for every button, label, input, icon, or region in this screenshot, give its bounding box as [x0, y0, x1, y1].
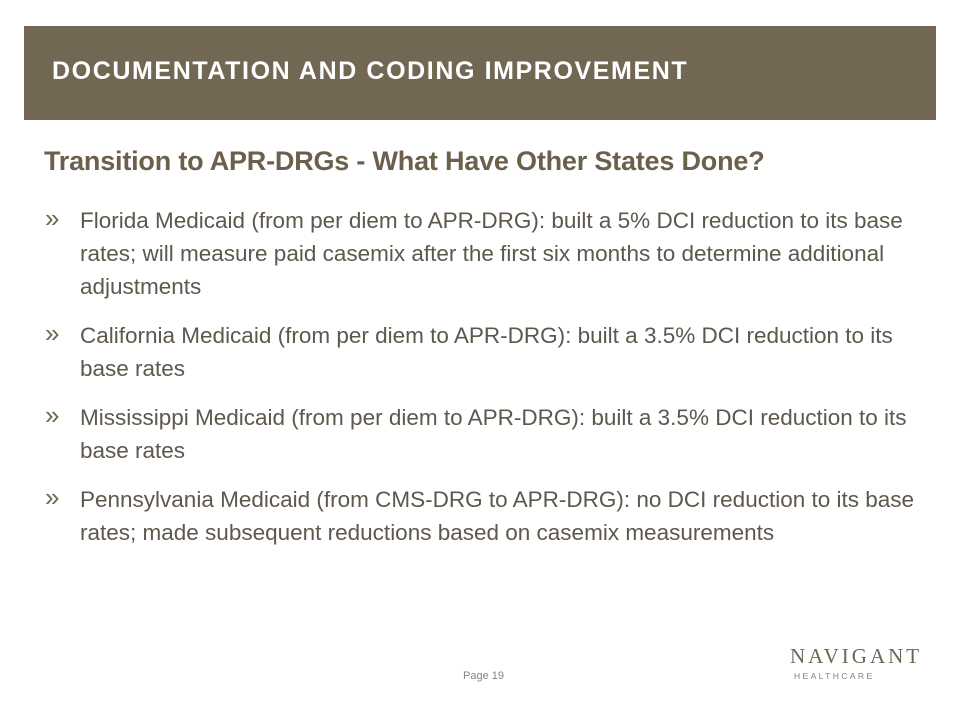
bullet-marker-icon: »	[45, 400, 60, 430]
bullet-text: Florida Medicaid (from per diem to APR-DRG): built a 5% DCI reduction to its base rates; will measure paid casemix after the first six months to determine additional adjustments	[80, 208, 903, 299]
logo-word: NAVIGANT	[790, 644, 923, 668]
bullet-list	[44, 204, 924, 565]
section-title: DOCUMENTATION AND CODING IMPROVEMENT	[52, 57, 689, 85]
logo-subtitle: HEALTHCARE	[794, 671, 875, 681]
bullet-item-florida	[44, 204, 924, 303]
bullet-item-california	[44, 319, 924, 385]
bullet-item-mississippi	[44, 401, 924, 467]
page-number: Page 19	[463, 670, 504, 682]
bullet-marker-icon: »	[45, 482, 60, 512]
slide-title: Transition to APR-DRGs - What Have Other States Done?	[44, 146, 765, 176]
bullet-text: Pennsylvania Medicaid (from CMS-DRG to APR-DRG): no DCI reduction to its base rates; made subsequent reductions based on casemix measurements	[80, 487, 915, 545]
bullet-marker-icon: »	[45, 203, 60, 233]
bullet-item-pennsylvania	[44, 483, 924, 549]
bullet-marker-icon: »	[45, 318, 60, 348]
navigant-logo	[790, 644, 923, 690]
bullet-text: California Medicaid (from per diem to APR-DRG): built a 3.5% DCI reduction to its base rates	[80, 323, 893, 381]
bullet-text: Mississippi Medicaid (from per diem to APR-DRG): built a 3.5% DCI reduction to its base rates	[80, 405, 907, 463]
